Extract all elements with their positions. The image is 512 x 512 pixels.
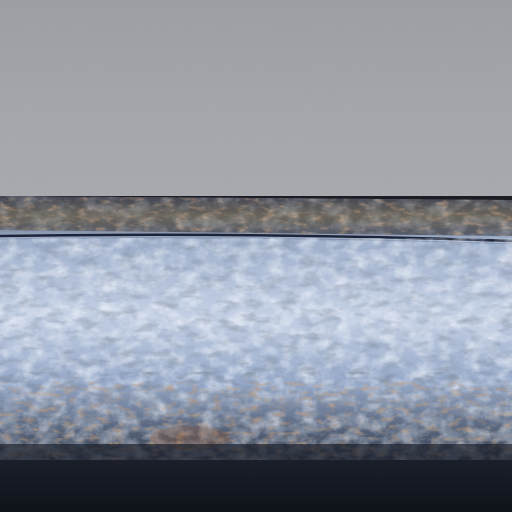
steel-beam — [0, 192, 512, 464]
sky-texture — [0, 0, 512, 196]
dark-base-strip — [0, 460, 512, 512]
